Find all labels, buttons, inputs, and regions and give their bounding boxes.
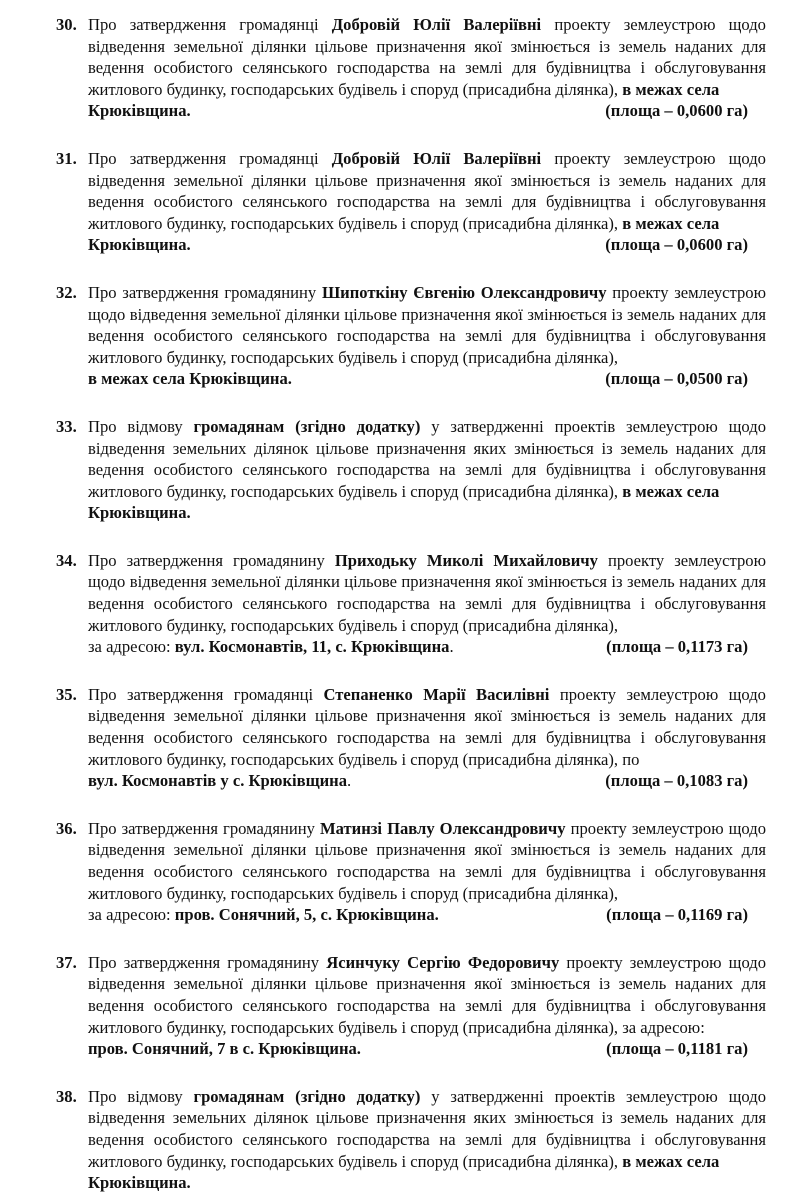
item-description: проекту землеустрою щодо відведення земельної ділянки цільове призначення якої змінюється із земель наданих для ведення особистого селянського господарства на землі для будівництва і обслуговування житлового будинку, господарських будівель і споруд (присадибна ділянка), за адресою: [88, 952, 767, 1037]
location: пров. Сонячний, 5, с. Крюківщина. [174, 905, 439, 925]
item-intro: Про затвердження громадянці [88, 15, 332, 34]
item-last-line [88, 368, 766, 390]
item-intro: Про затвердження громадянці [88, 684, 324, 704]
location: Крюківщина. [88, 235, 191, 255]
decision-item-30 [56, 14, 766, 122]
item-text [88, 684, 766, 792]
item-description: проекту землеустрою щодо відведення земельної ділянки цільове призначення якої змінюється із земель наданих для ведення особистого селянського господарства на землі для будівництва і обслуговування житлового будинку, господарських будівель і споруд (присадибна ділянка), по [88, 684, 766, 769]
item-intro: Про затвердження громадянину [88, 818, 320, 838]
location: Крюківщина. [88, 101, 191, 121]
item-number: 37. [56, 952, 77, 972]
item-number: 32. [56, 282, 77, 302]
location-part: в межах села [622, 481, 720, 501]
item-number: 38. [56, 1086, 77, 1106]
location: пров. Сонячний, 7 в с. Крюківщина. [88, 1039, 361, 1059]
item-last-line: вул. Космонавтів у с. Крюківщина. (площа – 0,1083 га) [88, 770, 766, 792]
item-intro: Про затвердження громадянину [88, 550, 335, 570]
item-number: 35. [56, 684, 77, 704]
plot-area: (площа – 0,0600 га) [605, 101, 748, 121]
item-description: у затвердженні проектів землеустрою щодо відведення земельних ділянок цільове призначення яких змінюється із земель наданих для ведення особистого селянського господарства на землі для будівництва і обслуговування житлового будинку, господарських будівель і споруд (присадибна ділянка), [88, 1086, 766, 1171]
item-intro: Про затвердження громадянину [88, 952, 327, 972]
item-text [88, 282, 766, 390]
plot-area: (площа – 0,1173 га) [606, 637, 748, 657]
decision-item-37 [56, 952, 766, 1060]
person-name: Ясинчуку Сергію Федоровичу [326, 952, 560, 972]
plot-area: (площа – 0,1169 га) [606, 905, 748, 925]
location-part: в межах села [622, 213, 720, 233]
location: вул. Космонавтів, 11, с. Крюківщина [174, 637, 450, 657]
item-text [88, 1086, 766, 1194]
item-intro: Про відмову [88, 1086, 194, 1106]
item-last-line [88, 234, 766, 256]
location: в межах села Крюківщина. [88, 369, 292, 389]
person-name: Шипоткіну Євгенію Олександровичу [321, 282, 607, 302]
item-intro: Про затвердження громадянці [88, 148, 332, 168]
address-prefix: за адресою: [88, 905, 175, 925]
plot-area: (площа – 0,0600 га) [605, 235, 748, 255]
decision-item-33 [56, 416, 766, 524]
person-name: Приходьку Миколі Михайловичу [334, 550, 598, 570]
recipient: громадянам (згідно додатку) [193, 1086, 421, 1106]
item-description: проекту землеустрою щодо відведення земельної ділянки цільове призначення якої змінюється із земель наданих для ведення особистого селянського господарства на землі для будівництва і обслуговування житлового будинку, господарських будівель і споруд (присадибна ділянка), [88, 148, 766, 233]
item-text [88, 952, 766, 1060]
location-part: в межах села [622, 1151, 720, 1171]
item-description: проекту землеустрою щодо відведення земельної ділянки цільове призначення якої змінюється із земель наданих для ведення особистого селянського господарства на землі для будівництва і обслуговування житлового будинку, господарських будівель і споруд (присадибна ділянка), [88, 15, 766, 99]
item-intro: Про затвердження громадянину [88, 282, 322, 302]
item-last-line [88, 904, 766, 926]
person-name: Степаненко Марії Василівні [323, 684, 550, 704]
item-number: 30. [56, 15, 77, 34]
item-last-line [88, 1038, 766, 1060]
item-description: у затвердженні проектів землеустрою щодо відведення земельних ділянок цільове призначення яких змінюється із земель наданих для ведення особистого селянського господарства на землі для будівництва і обслуговування житлового будинку, господарських будівель і споруд (присадибна ділянка), [88, 416, 766, 501]
location: вул. Космонавтів у с. Крюківщина [88, 771, 348, 791]
decision-item-31 [56, 148, 766, 256]
item-last-line [88, 100, 766, 122]
plot-area: (площа – 0,1083 га) [605, 771, 748, 791]
item-number: 31. [56, 148, 77, 168]
decision-item-38 [56, 1086, 766, 1194]
item-text [88, 818, 766, 926]
decision-item-34 [56, 550, 766, 658]
person-name: Добровій Юлії Валеріївні [331, 148, 542, 168]
item-intro: Про відмову [88, 416, 194, 436]
item-number: 33. [56, 416, 77, 436]
person-name: Матинзі Павлу Олександровичу [319, 818, 566, 838]
decision-item-32 [56, 282, 766, 390]
item-number: 34. [56, 550, 77, 570]
item-description: проекту землеустрою щодо відведення земельної ділянки цільове призначення якої змінюється із земель наданих для ведення особистого селянського господарства на землі для будівництва і обслуговування житлового будинку, господарських будівель і споруд (присадибна ділянка), [88, 282, 766, 367]
item-description: проекту землеустрою щодо відведення земельної ділянки цільове призначення якої змінюється із земель наданих для ведення особистого селянського господарства на землі для будівництва і обслуговування житлового будинку, господарських будівель і споруд (присадибна ділянка), [88, 550, 766, 635]
item-text [88, 148, 766, 256]
plot-area: (площа – 0,0500 га) [605, 369, 748, 389]
address-prefix: за адресою: [88, 637, 175, 657]
decision-item-36 [56, 818, 766, 926]
recipient: громадянам (згідно додатку) [193, 416, 421, 436]
decision-item-35 [56, 684, 766, 792]
person-name: Добровій Юлії Валеріївні [331, 15, 542, 34]
item-text [88, 14, 766, 122]
item-last-line [88, 502, 766, 524]
item-number: 36. [56, 818, 77, 838]
item-text [88, 550, 766, 658]
item-last-line [88, 1172, 766, 1194]
item-description: проекту землеустрою щодо відведення земельної ділянки цільове призначення якої змінюється із земель наданих для ведення особистого селянського господарства на землі для будівництва і обслуговування житлового будинку, господарських будівель і споруд (присадибна ділянка), [88, 818, 766, 903]
item-last-line: за адресою: вул. Космонавтів, 11, с. Крюківщина. (площа – 0,1173 га) [88, 636, 766, 658]
plot-area: (площа – 0,1181 га) [606, 1039, 748, 1059]
location: Крюківщина. [88, 1173, 191, 1193]
item-text [88, 416, 766, 524]
location-part: в межах села [622, 79, 720, 99]
location: Крюківщина. [88, 503, 191, 523]
